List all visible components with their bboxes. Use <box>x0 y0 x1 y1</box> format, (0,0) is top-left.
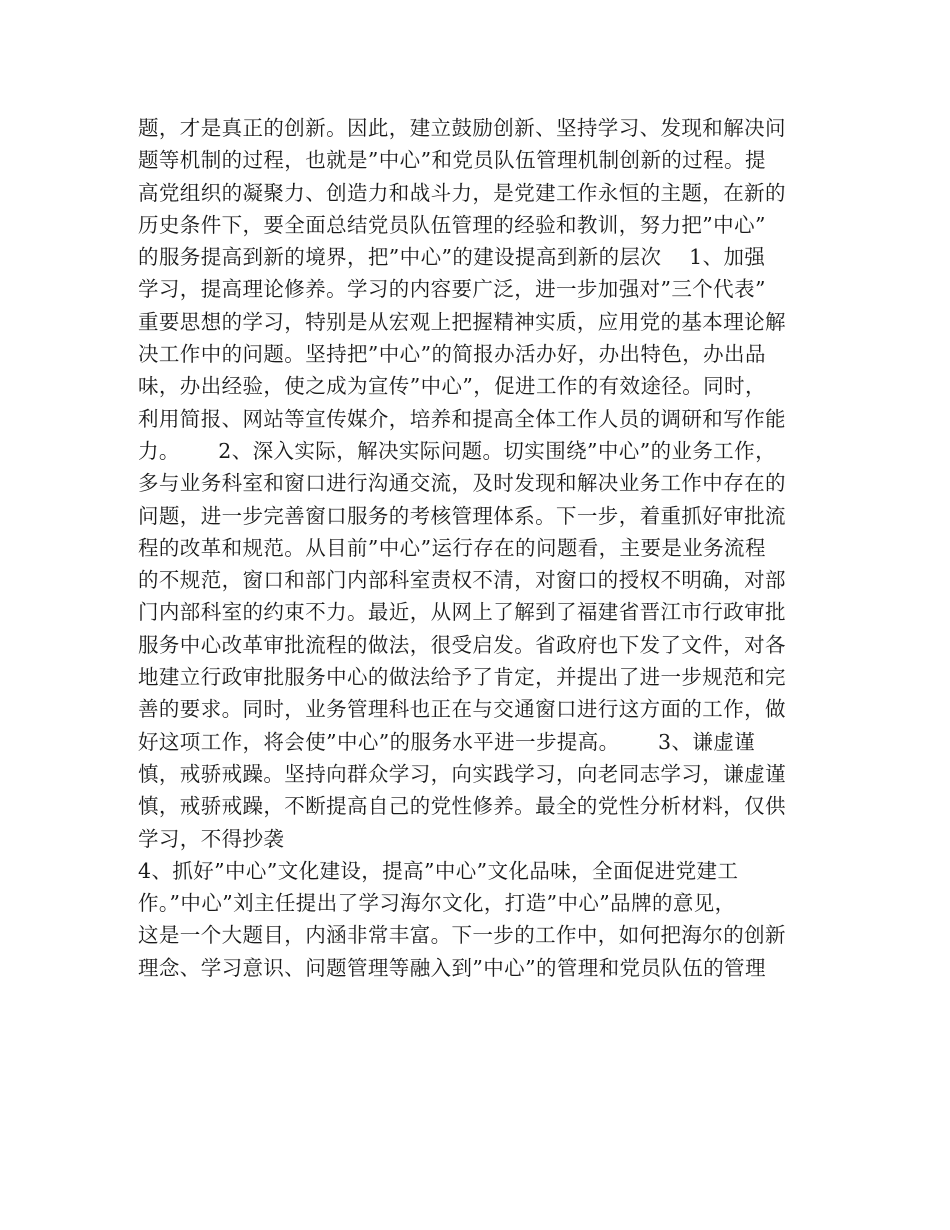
text-line: 多与业务科室和窗口进行沟通交流，及时发现和解决业务工作中存在的 <box>138 471 786 496</box>
text-line: 的服务提高到新的境界，把”中心”的建设提高到新的层次 1、加强 <box>138 245 766 270</box>
text-line: 味，办出经验，使之成为宣传”中心”，促进工作的有效途径。同时， <box>138 374 766 399</box>
text-line: 决工作中的问题。坚持把”中心”的简报办活办好，办出特色，办出品 <box>138 342 766 367</box>
text-line: 地建立行政审批服务中心的做法给予了肯定，并提出了进一步规范和完 <box>138 665 786 690</box>
text-line: 这是一个大题目，内涵非常丰富。下一步的工作中，如何把海尔的创新 <box>138 923 786 948</box>
text-line: 历史条件下，要全面总结党员队伍管理的经验和教训，努力把”中心” <box>138 212 766 237</box>
text-line: 慎，戒骄戒躁。坚持向群众学习，向实践学习，向老同志学习，谦虚谨 <box>138 761 786 786</box>
text-line: 理念、学习意识、问题管理等融入到”中心”的管理和党员队伍的管理 <box>138 955 766 980</box>
text-line: 重要思想的学习，特别是从宏观上把握精神实质，应用党的基本理论解 <box>138 309 786 334</box>
text-line: 作。”中心”刘主任提出了学习海尔文化，打造”中心”品牌的意见， <box>138 891 736 916</box>
text-line: 力。 2、深入实际，解决实际问题。切实围绕”中心”的业务工作， <box>138 438 776 463</box>
text-line: 程的改革和规范。从目前”中心”运行存在的问题看，主要是业务流程 <box>138 535 766 560</box>
text-line: 服务中心改革审批流程的做法，很受启发。省政府也下发了文件，对各 <box>138 632 786 657</box>
text-line: 学习，提高理论修养。学习的内容要广泛，进一步加强对”三个代表” <box>138 277 766 302</box>
text-line: 4、抓好”中心”文化建设，提高”中心”文化品味，全面促进党建工 <box>138 858 739 883</box>
text-line: 好这项工作，将会使”中心”的服务水平进一步提高。 3、谦虚谨 <box>138 729 756 754</box>
text-line: 题，才是真正的创新。因此，建立鼓励创新、坚持学习、发现和解决问 <box>138 116 786 140</box>
document-body-text <box>138 112 828 984</box>
text-line: 慎，戒骄戒躁，不断提高自己的党性修养。最全的党性分析材料，仅供 <box>138 794 786 819</box>
text-line: 利用简报、网站等宣传媒介，培养和提高全体工作人员的调研和写作能 <box>138 406 786 431</box>
text-line: 问题，进一步完善窗口服务的考核管理体系。下一步，着重抓好审批流 <box>138 503 786 528</box>
text-line: 的不规范，窗口和部门内部科室责权不清，对窗口的授权不明确，对部 <box>138 568 786 593</box>
text-line: 高党组织的凝聚力、创造力和战斗力，是党建工作永恒的主题，在新的 <box>138 180 786 205</box>
text-line: 题等机制的过程，也就是”中心”和党员队伍管理机制创新的过程。提 <box>138 148 766 173</box>
text-line: 善的要求。同时，业务管理科也正在与交通窗口进行这方面的工作，做 <box>138 697 786 722</box>
text-line: 学习，不得抄袭 <box>138 826 285 851</box>
text-line: 门内部科室的约束不力。最近，从网上了解到了福建省晋江市行政审批 <box>138 600 786 625</box>
